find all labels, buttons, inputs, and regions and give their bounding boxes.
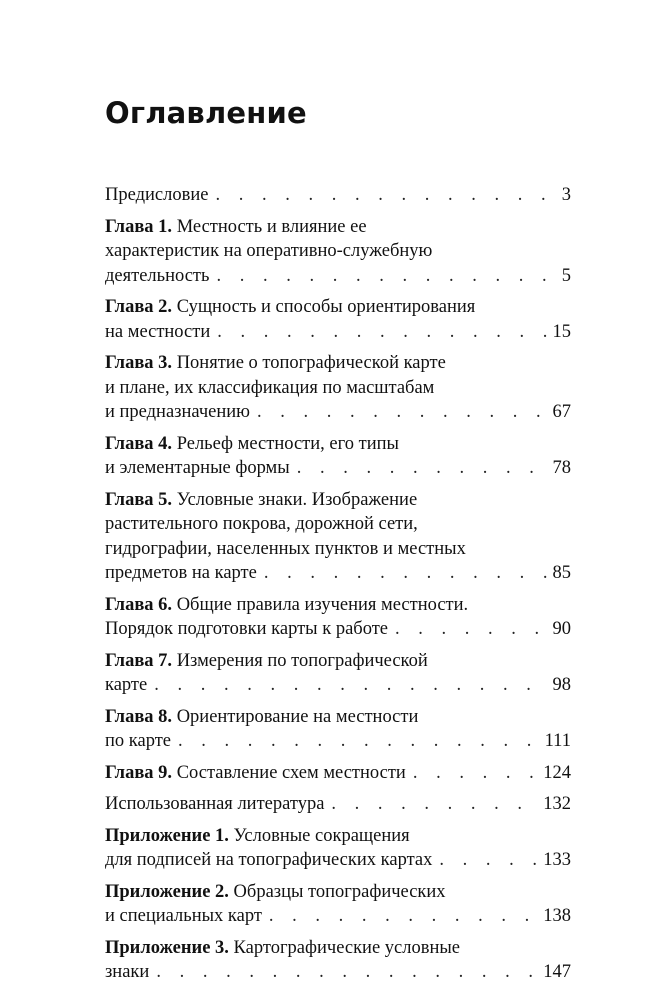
toc-entry-line bbox=[105, 593, 571, 618]
page-number: 147 bbox=[543, 962, 571, 982]
toc-entry-line bbox=[105, 432, 571, 457]
toc-entry-text bbox=[105, 183, 208, 208]
toc-entry-title: Порядок подготовки карты к работе bbox=[105, 619, 389, 639]
page-number: 5 bbox=[561, 265, 571, 286]
toc-entry-title: Местность и влияние ее bbox=[172, 216, 367, 237]
toc-entry[interactable] bbox=[105, 705, 571, 754]
toc-entry-line bbox=[105, 880, 571, 905]
toc-entry[interactable] bbox=[105, 351, 571, 425]
toc-entry-text bbox=[105, 707, 418, 727]
dot-leader bbox=[156, 960, 537, 985]
toc-entry-text bbox=[105, 297, 475, 317]
toc-entry-text bbox=[105, 826, 410, 846]
toc-entry-title: гидрографии, населенных пунктов и местных bbox=[105, 538, 466, 559]
toc-entry-last-line bbox=[105, 183, 571, 208]
toc-entry-text bbox=[105, 761, 406, 786]
toc-entry-title: Общие правила изучения местности. bbox=[172, 594, 469, 615]
dot-leader bbox=[257, 400, 547, 425]
toc-entry[interactable] bbox=[105, 488, 571, 586]
toc-entry-line bbox=[105, 512, 571, 537]
toc-entry-text bbox=[105, 651, 428, 671]
toc-entry-text bbox=[105, 539, 466, 559]
toc-entry-label: Глава 3. bbox=[105, 353, 173, 373]
toc-entry-title: Рельеф местности, его типы bbox=[172, 433, 399, 454]
toc-entry-text bbox=[105, 673, 147, 698]
toc-entry-title: Составление схем местности bbox=[172, 762, 406, 783]
dot-leader bbox=[154, 673, 546, 698]
toc-entry-line bbox=[105, 649, 571, 674]
page-number: 111 bbox=[544, 731, 571, 751]
toc-entry[interactable] bbox=[105, 792, 571, 817]
toc-entry-text bbox=[105, 617, 388, 642]
toc-entry-title: Ориентирование на местности bbox=[172, 706, 419, 727]
toc-entry-title: Условные знаки. Изображение bbox=[172, 489, 418, 510]
table-of-contents bbox=[105, 183, 571, 992]
dot-leader bbox=[395, 617, 546, 642]
toc-entry-line bbox=[105, 376, 571, 401]
toc-entry-text bbox=[105, 353, 446, 373]
toc-entry-line bbox=[105, 824, 571, 849]
toc-entry-title: Условные сокращения bbox=[228, 825, 410, 846]
toc-entry[interactable] bbox=[105, 295, 571, 344]
toc-entry-label: Приложение 3. bbox=[105, 937, 229, 958]
toc-entry-title: растительного покрова, дорожной сети, bbox=[105, 514, 418, 534]
dot-leader bbox=[331, 792, 537, 817]
toc-entry-last-line bbox=[105, 320, 571, 345]
toc-entry-label: Глава 8. bbox=[105, 706, 173, 727]
toc-entry-title: и предназначению bbox=[105, 402, 250, 422]
toc-entry-label: Глава 6. bbox=[105, 594, 173, 615]
toc-entry-title: на местности bbox=[105, 321, 211, 342]
toc-entry-label: Глава 2. bbox=[105, 297, 173, 317]
toc-entry-title: по карте bbox=[105, 731, 171, 751]
toc-entry[interactable] bbox=[105, 880, 571, 929]
toc-entry-title: и плане, их классификация по масштабам bbox=[105, 377, 435, 398]
toc-entry-text bbox=[105, 561, 257, 586]
page-number: 98 bbox=[552, 675, 571, 695]
page-number: 78 bbox=[552, 458, 571, 478]
toc-entry-text bbox=[105, 264, 209, 289]
dot-leader bbox=[215, 183, 555, 208]
toc-entry[interactable] bbox=[105, 432, 571, 481]
page-number: 132 bbox=[543, 794, 571, 814]
toc-entry-label: Глава 4. bbox=[105, 433, 173, 454]
toc-entry-last-line bbox=[105, 456, 571, 481]
toc-entry-last-line bbox=[105, 561, 571, 586]
page-number: 90 bbox=[552, 619, 571, 639]
toc-entry-label: Глава 9. bbox=[105, 762, 173, 783]
toc-entry-text bbox=[105, 960, 149, 985]
toc-entry-last-line bbox=[105, 960, 571, 985]
toc-entry[interactable] bbox=[105, 215, 571, 289]
toc-entry-title: Предисловие bbox=[105, 185, 209, 205]
toc-entry-line bbox=[105, 239, 571, 264]
page-number: 124 bbox=[543, 762, 571, 783]
toc-entry-last-line bbox=[105, 848, 571, 873]
toc-entry-last-line bbox=[105, 264, 571, 289]
toc-entry-text bbox=[105, 320, 210, 345]
toc-entry-text bbox=[105, 904, 262, 929]
toc-entry-title: и специальных карт bbox=[105, 906, 262, 926]
toc-entry-line bbox=[105, 705, 571, 730]
dot-leader bbox=[439, 848, 537, 873]
page-number: 15 bbox=[552, 321, 571, 342]
toc-entry[interactable] bbox=[105, 593, 571, 642]
toc-entry-last-line bbox=[105, 904, 571, 929]
toc-entry-title: Сущность и способы ориентирования bbox=[172, 297, 476, 317]
toc-entry-label: Глава 7. bbox=[105, 650, 173, 671]
toc-entry[interactable] bbox=[105, 183, 571, 208]
toc-entry-title: Понятие о топографической карте bbox=[172, 353, 446, 373]
toc-entry-text bbox=[105, 378, 434, 398]
toc-entry-line bbox=[105, 936, 571, 961]
toc-entry-line bbox=[105, 215, 571, 240]
toc-entry-line bbox=[105, 295, 571, 320]
dot-leader bbox=[297, 456, 547, 481]
toc-entry-last-line bbox=[105, 400, 571, 425]
toc-entry-title: предметов на карте bbox=[105, 563, 257, 583]
toc-entry-label: Приложение 2. bbox=[105, 881, 229, 902]
dot-leader bbox=[216, 264, 555, 289]
page-number: 67 bbox=[552, 402, 571, 422]
toc-entry-text bbox=[105, 792, 324, 817]
toc-entry-text bbox=[105, 217, 367, 237]
toc-entry-text bbox=[105, 882, 446, 902]
toc-entry-last-line bbox=[105, 761, 571, 786]
page-number: 85 bbox=[552, 563, 571, 583]
toc-entry-title: и элементарные формы bbox=[105, 458, 290, 478]
dot-leader bbox=[413, 761, 537, 786]
toc-entry-title: характеристик на оперативно-служебную bbox=[105, 241, 433, 261]
toc-entry-last-line bbox=[105, 673, 571, 698]
toc-entry-title: Измерения по топографической bbox=[172, 650, 428, 671]
toc-entry-text bbox=[105, 514, 418, 534]
toc-entry-title: деятельность bbox=[105, 265, 210, 286]
dot-leader bbox=[269, 904, 537, 929]
dot-leader bbox=[217, 320, 546, 345]
toc-entry-text bbox=[105, 456, 290, 481]
toc-entry-line bbox=[105, 537, 571, 562]
toc-entry-text bbox=[105, 938, 460, 958]
page-title: Оглавление bbox=[105, 96, 307, 130]
toc-entry-text bbox=[105, 729, 171, 754]
dot-leader bbox=[264, 561, 547, 586]
toc-entry-text bbox=[105, 595, 468, 615]
toc-entry-text bbox=[105, 400, 250, 425]
toc-entry-label: Приложение 1. bbox=[105, 825, 229, 846]
dot-leader bbox=[178, 729, 539, 754]
toc-entry-text bbox=[105, 490, 417, 510]
toc-entry-last-line bbox=[105, 617, 571, 642]
toc-entry-text bbox=[105, 848, 432, 873]
toc-entry-line bbox=[105, 488, 571, 513]
toc-entry[interactable] bbox=[105, 649, 571, 698]
toc-entry-last-line bbox=[105, 792, 571, 817]
toc-entry-title: Картографические условные bbox=[228, 937, 461, 958]
toc-entry-label: Глава 1. bbox=[105, 216, 173, 237]
page-number: 138 bbox=[543, 906, 571, 926]
toc-entry-title: знаки bbox=[105, 962, 150, 982]
toc-entry-label: Глава 5. bbox=[105, 489, 173, 510]
toc-entry-last-line bbox=[105, 729, 571, 754]
toc-entry-title: Использованная литература bbox=[105, 794, 325, 814]
toc-entry-title: карте bbox=[105, 675, 148, 695]
toc-entry-title: Образцы топографических bbox=[228, 881, 446, 902]
toc-entry-title: для подписей на топографических картах bbox=[105, 850, 433, 870]
page-number: 133 bbox=[543, 850, 571, 870]
toc-entry[interactable] bbox=[105, 936, 571, 985]
toc-entry-text bbox=[105, 434, 399, 454]
toc-entry-text bbox=[105, 241, 432, 261]
toc-entry-line bbox=[105, 351, 571, 376]
toc-entry[interactable] bbox=[105, 824, 571, 873]
page-number: 3 bbox=[561, 185, 571, 205]
toc-entry[interactable] bbox=[105, 761, 571, 786]
